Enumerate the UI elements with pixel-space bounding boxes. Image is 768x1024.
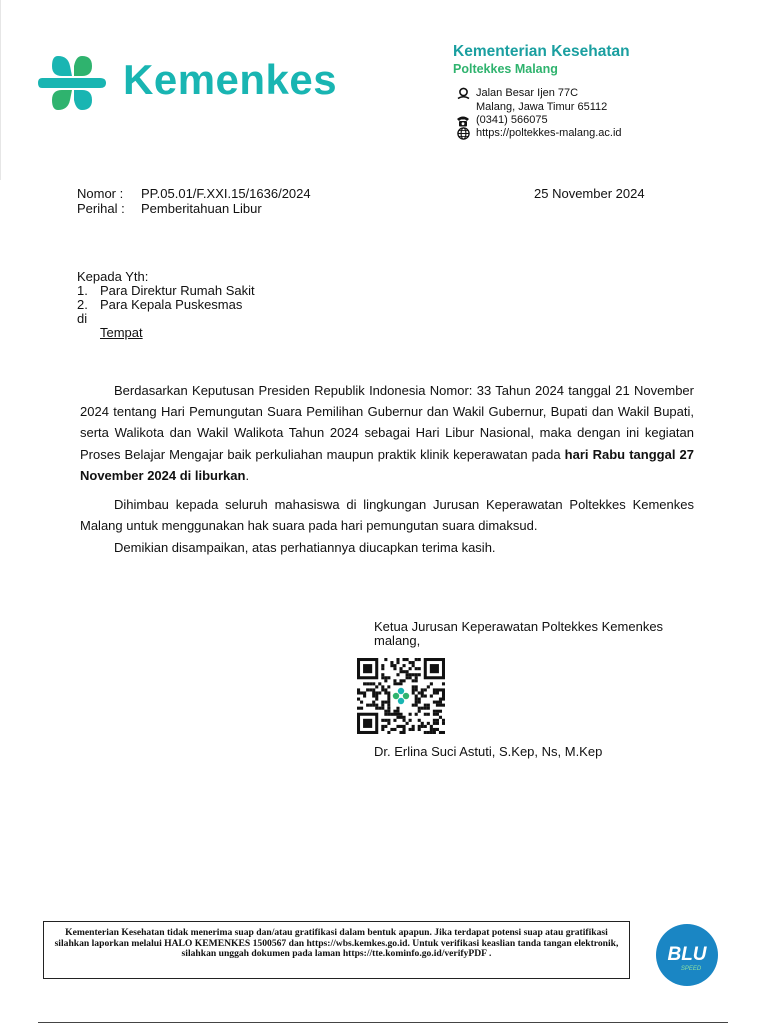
kepada-label: Kepada Yth:	[77, 269, 149, 284]
closing-paragraph: Demikian disampaikan, atas perhatiannya diucapkan terima kasih.	[114, 540, 496, 555]
nomor-label: Nomor :	[77, 186, 124, 201]
perihal-value: Pemberitahuan Libur	[141, 201, 262, 216]
qr-code-signature	[357, 658, 445, 734]
kemenkes-logo-icon	[38, 52, 106, 114]
holiday-date: hari Rabu tanggal 27 November 2024 di liburkan	[80, 446, 694, 483]
signer-name: Dr. Erlina Suci Astuti, S.Kep, Ns, M.Kep	[374, 744, 603, 759]
nomor-value: PP.05.01/F.XXI.15/1636/2024	[141, 186, 311, 201]
location-pin-icon	[455, 87, 471, 100]
recipient-num: 1.	[77, 283, 88, 298]
org-title: Kementerian Kesehatan	[453, 43, 630, 60]
recipient-item: Para Direktur Rumah Sakit	[100, 283, 255, 298]
signatory-title-cont: malang,	[374, 633, 421, 648]
svg-text:SPEED: SPEED	[680, 966, 702, 972]
globe-icon	[455, 127, 471, 140]
svg-text:BLU: BLU	[667, 944, 707, 965]
body-paragraph: Berdasarkan Keputusan Presiden Republik Indonesia Nomor: 33 Tahun 2024 tanggal 21 November 2024 tentang Hari Pemungutan Suara Pemilihan Gubernur dan Wakil Gubernur, Bupati dan Wakil Bupati, serta Walikota dan Wakil Walikota Tahun 2024 sebagai Hari Libur Nasional, maka dengan ini kegiatan Proses Belajar Mengajar baik perkuliahan maupun praktik klinik keperawatan pada hari Rabu tanggal 27 November 2024 di liburkan.	[80, 383, 694, 483]
logo-wordmark: Kemenkes	[123, 56, 338, 103]
page-edge-line	[0, 0, 1, 180]
contact-website[interactable]: https://poltekkes-malang.ac.id	[455, 127, 622, 140]
contact-phone: (0341) 566075	[455, 114, 548, 127]
recipient-item: Para Kepala Puskesmas	[100, 297, 243, 312]
contact-address: Jalan Besar Ijen 77C	[455, 87, 578, 100]
body-paragraph: Dihimbau kepada seluruh mahasiswa di lingkungan Jurusan Keperawatan Poltekkes Kemenkes Malang untuk menggunakan hak suara pada hari pemungutan suara dimaksud.	[80, 497, 694, 534]
signatory-title: Ketua Jurusan Keperawatan Poltekkes Kemenkes	[374, 619, 664, 634]
blu-speed-badge	[651, 923, 723, 987]
phone-icon	[455, 114, 471, 127]
org-subtitle: Poltekkes Malang	[453, 62, 558, 76]
perihal-label: Perihal :	[77, 201, 125, 216]
contact-city: Malang, Jawa Timur 65112	[476, 101, 608, 113]
di-label: di	[77, 311, 88, 326]
footer-rule	[38, 1022, 728, 1023]
recipient-num: 2.	[77, 297, 88, 312]
anti-gratification-disclaimer: Kementerian Kesehatan tidak menerima suap dan/atau gratifikasi dalam bentuk apapun. Jika terdapat potensi suap atau gratifikasi silahkan laporkan melalui HALO KEMENKES 1500567 dan https://wbs.kemkes.go.id. Untuk verifikasi keaslian tanda tangan elektronik, silahkan unggah dokumen pada laman https://tte.kominfo.go.id/verifyPDF .	[43, 921, 630, 979]
letter-date: 25 November 2024	[534, 186, 645, 201]
tempat-label: Tempat	[100, 325, 143, 340]
